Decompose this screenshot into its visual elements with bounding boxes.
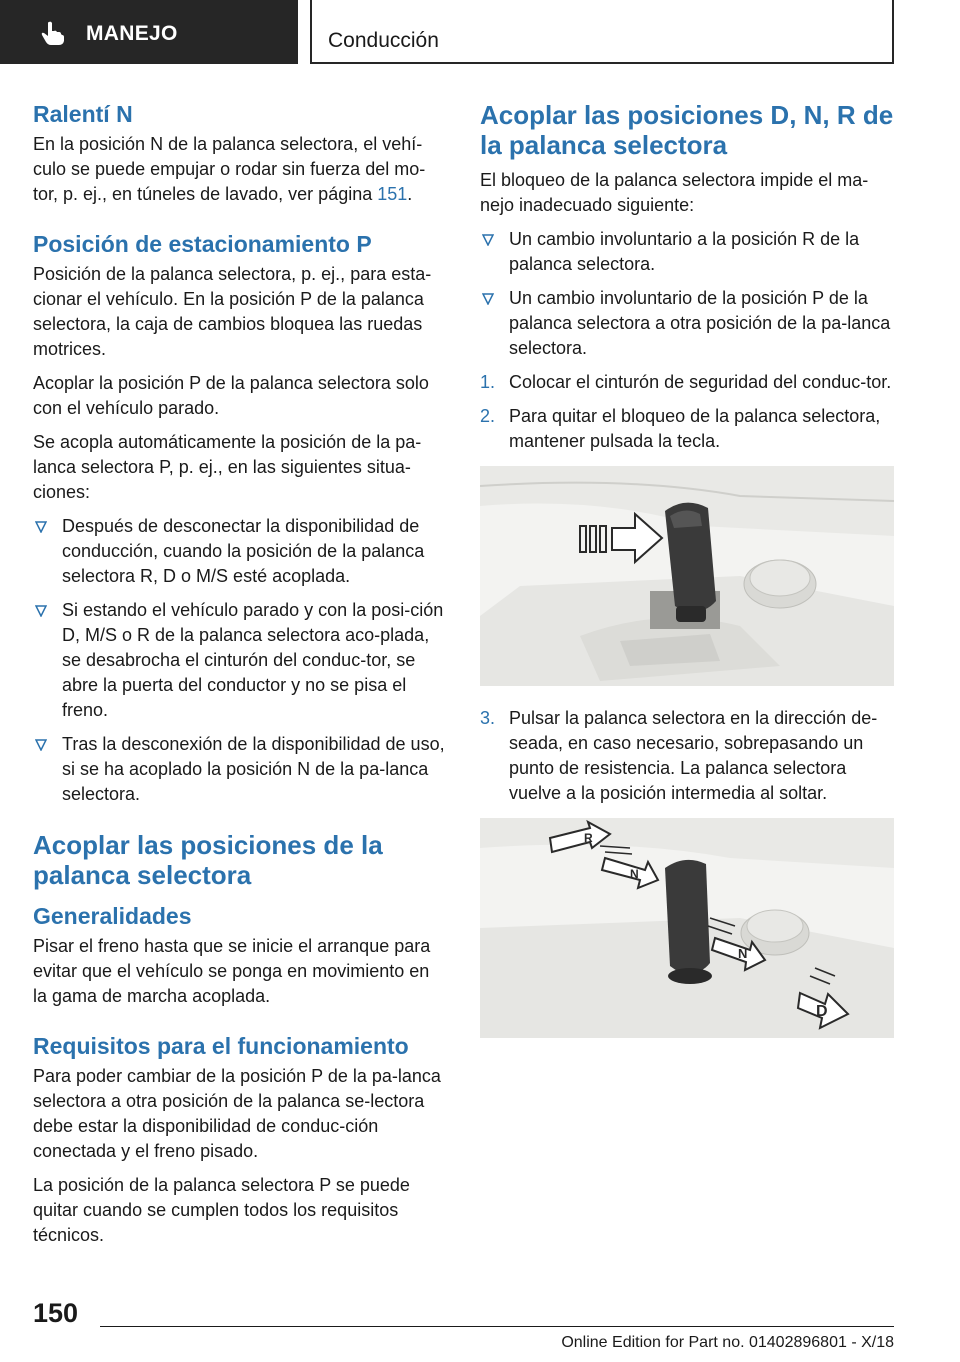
heading-requirements: Requisitos para el funcionamiento <box>33 1033 409 1059</box>
selector-lever-unlock-illustration <box>480 466 894 686</box>
paragraph-park-2: Acoplar la posición P de la palanca selectora solo con el vehículo parado. <box>33 373 429 418</box>
heading-general: Generalidades <box>33 903 192 929</box>
list-item <box>33 732 446 807</box>
paragraph-dnr-intro: El bloqueo de la palanca selectora impide el ma-nejo inadecuado siguiente: <box>480 170 869 215</box>
list-item <box>480 286 894 361</box>
heading-ralenti: Ralentí N <box>33 101 133 127</box>
step-item <box>480 370 894 395</box>
triangle-bullet-icon <box>35 605 47 617</box>
step-number: 1. <box>480 372 496 392</box>
step-text: Para quitar el bloqueo de la palanca selectora, mantener pulsada la tecla. <box>509 406 881 451</box>
paragraph-req-1: Para poder cambiar de la posición P de la pa-lanca selectora a otra posición de la palanca se-lectora debe estar la disponibilidad de conduc-ción conectada y el freno pisado. <box>33 1066 441 1161</box>
list-item <box>33 514 446 589</box>
bullet-text: Después de desconectar la disponibilidad de conducción, cuando la posición de la palanca selectora R, D o M/S esté acoplada. <box>62 516 425 586</box>
step-text: Colocar el cinturón de seguridad del conduc-tor. <box>509 372 892 392</box>
paragraph-ralenti <box>33 132 446 207</box>
triangle-bullet-icon <box>35 739 47 751</box>
section-label: MANEJO <box>86 22 178 45</box>
right-column <box>480 100 894 1058</box>
fig-label-d: D <box>816 1003 828 1020</box>
paragraph-park-3: Se acopla automáticamente la posición de la pa-lanca selectora P, p. ej., en las siguientes situa-ciones: <box>33 432 422 502</box>
step-number: 2. <box>480 406 496 426</box>
heading-park: Posición de estacionamiento P <box>33 231 372 257</box>
chapter-box <box>310 0 894 64</box>
fig-label-n-lower: N <box>738 946 748 961</box>
selector-lever-directions-illustration <box>480 818 894 1038</box>
heading-engage: Acoplar las posiciones de la palanca selectora <box>33 830 383 890</box>
triangle-bullet-icon <box>35 521 47 533</box>
page-link[interactable]: 151 <box>377 184 408 204</box>
left-column <box>33 100 446 1257</box>
bullet-text: Si estando el vehículo parado y con la posi-ción D, M/S o R de la palanca selectora aco-plada, se desabrocha el cinturón del conduc-tor, se abre la puerta del conductor y no se pisa el freno. <box>62 600 444 720</box>
step-number: 3. <box>480 708 496 728</box>
list-item <box>480 227 894 277</box>
section-tab <box>0 0 298 64</box>
paragraph-req-2: La posición de la palanca selectora P se puede quitar cuando se cumplen todos los requisitos técnicos. <box>33 1175 410 1245</box>
triangle-bullet-icon <box>482 234 494 246</box>
step-item <box>480 404 894 454</box>
chapter-label: Conducción <box>328 29 439 52</box>
bullet-text: Tras la desconexión de la disponibilidad de uso, si se ha acoplado la posición N de la pa-lanca selectora. <box>62 734 445 804</box>
hand-pointer-icon <box>40 20 66 46</box>
ralenti-text: En la posición N de la palanca selectora, el vehí-culo se puede empujar o rodar sin fuerza del mo-tor, p. ej., en túneles de lavado, ver página <box>33 134 426 204</box>
heading-dnr: Acoplar las posiciones D, N, R de la palanca selectora <box>480 100 894 160</box>
triangle-bullet-icon <box>482 293 494 305</box>
fig-label-r: R <box>584 831 593 845</box>
edition-text: Online Edition for Part no. 01402896801 - X/18 <box>561 1334 894 1351</box>
ralenti-text-end: . <box>407 184 413 204</box>
bullet-text: Un cambio involuntario a la posición R de la palanca selectora. <box>509 229 860 274</box>
fig-label-n-upper: N <box>630 867 639 881</box>
list-item <box>33 598 446 723</box>
bullet-text: Un cambio involuntario de la posición P de la palanca selectora a otra posición de la pa-lanca selectora. <box>509 288 891 358</box>
footer-rule <box>100 1326 894 1327</box>
page-number: 150 <box>33 1298 79 1328</box>
paragraph-park-1: Posición de la palanca selectora, p. ej., para esta-cionar el vehículo. En la posición P de la palanca selectora, la caja de cambios bloquea las ruedas motrices. <box>33 264 432 359</box>
paragraph-general: Pisar el freno hasta que se inicie el arranque para evitar que el vehículo se ponga en movimiento en la gama de marcha acoplada. <box>33 936 431 1006</box>
step-text: Pulsar la palanca selectora en la dirección de-seada, en caso necesario, sobrepasando un punto de resistencia. La palanca selectora vuelve a la posición intermedia al soltar. <box>509 708 878 803</box>
step-item <box>480 706 894 806</box>
